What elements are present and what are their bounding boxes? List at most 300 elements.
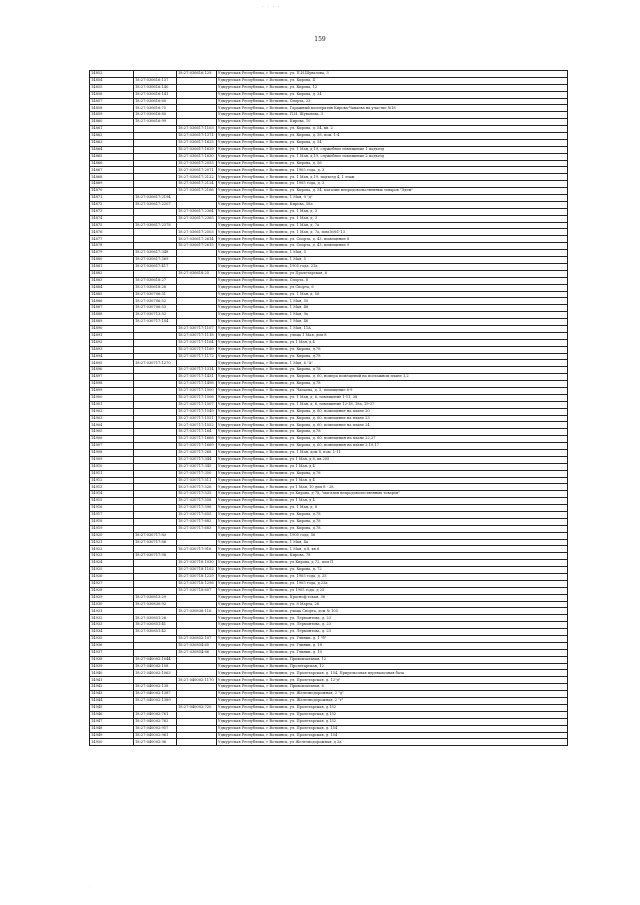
address-cell: Удмуртская Республика, г Воткинск, ул. Чапаева, д. 5, помещение 6-9 [217, 387, 568, 394]
row-number-cell: 14947 [90, 718, 134, 725]
header-mark: · · · · [262, 4, 281, 10]
table-row [90, 387, 568, 394]
address-cell: Удмуртская Республика, г Воткинск, 1 Мая, 4а [217, 539, 568, 546]
land-cadastral-number-cell [134, 560, 177, 567]
row-number-cell: 14915 [90, 498, 134, 505]
table-row [90, 656, 568, 663]
table-row [90, 498, 568, 505]
building-cadastral-number-cell: 18:27:030717:1107 [177, 325, 217, 332]
row-number-cell: 14857 [90, 98, 134, 105]
table-row [90, 201, 568, 208]
land-cadastral-number-cell [134, 153, 177, 160]
address-cell: Удмуртская Республика, г Воткинск, ул. 8 Марта, 26 [217, 601, 568, 608]
table-row [90, 443, 568, 450]
address-cell: Удмуртская Республика, г Воткинск, ул. Пролетарская, д.152 [217, 718, 568, 725]
row-number-cell: 14919 [90, 525, 134, 532]
address-cell: Удмуртская Республика, г Воткинск, ул. Кирова, д. 60, помещение на плане 23 [217, 415, 568, 422]
land-cadastral-number-cell [134, 456, 177, 463]
address-cell: Удмуртская Республика, г Воткинск, Пролетарская, 12 [217, 663, 568, 670]
row-number-cell: 14868 [90, 174, 134, 181]
building-cadastral-number-cell: 18:27:030854:65 [177, 642, 217, 649]
row-number-cell: 14893 [90, 346, 134, 353]
table-row [90, 374, 568, 381]
address-cell: Удмуртская Республика, г Воткинск, ул. Пролетарская, д. 12"д" [217, 677, 568, 684]
address-cell: Удмуртская Республика, г Воткинск, ул 1 Мая, 10 дом 8 - 28 [217, 484, 568, 491]
land-cadastral-number-cell: 18:27:030616:99 [134, 119, 177, 126]
table-row [90, 484, 568, 491]
table-row [90, 560, 568, 567]
address-cell: Удмуртская Республика, г Воткинск, 1 Мая, 5 [217, 257, 568, 264]
building-cadastral-number-cell [177, 711, 217, 718]
building-cadastral-number-cell [177, 105, 217, 112]
address-cell: Удмуртская Республика, г Воткинск, ул Пролетарская, 6 [217, 270, 568, 277]
address-cell: Удмуртская Республика, г Воткинск, ул Кирова, д 72, пом П [217, 560, 568, 567]
land-cadastral-number-cell [134, 332, 177, 339]
building-cadastral-number-cell [177, 594, 217, 601]
land-cadastral-number-cell: 18:27:030616:75 [134, 105, 177, 112]
table-row [90, 525, 568, 532]
row-number-cell: 14938 [90, 656, 134, 663]
address-cell: Удмуртская Республика, г Воткинск, 1 Мая, 50 [217, 298, 568, 305]
land-cadastral-number-cell [134, 636, 177, 643]
address-cell: Удмуртская Республика, г Воткинск, улица Спорта, дом № 105 [217, 608, 568, 615]
table-row [90, 195, 568, 202]
address-cell: Удмуртская Республика, г Воткинск, ул. Кирова, д.78 [217, 367, 568, 374]
table-row [90, 71, 568, 78]
address-cell: Удмуртская Республика, г Воткинск, ул. Глинки, д. 10 [217, 649, 568, 656]
row-number-cell: 14881 [90, 263, 134, 270]
table-row [90, 449, 568, 456]
address-cell: Удмуртская Республика, г Воткинск, 1 Мая, 5 [217, 250, 568, 257]
table-row [90, 477, 568, 484]
building-cadastral-number-cell: 18:27:030717:511 [177, 477, 217, 484]
row-number-cell: 14880 [90, 257, 134, 264]
building-cadastral-number-cell: 18:27:030617:2614 [177, 236, 217, 243]
row-number-cell: 14933 [90, 622, 134, 629]
building-cadastral-number-cell [177, 312, 217, 319]
address-cell: Удмуртская Республика, г Воткинск, ул 1 Мая, д 8, кв 205 [217, 456, 568, 463]
table-row [90, 622, 568, 629]
address-cell: Удмуртская Республика, г Воткинск, ул. Кирова, д.78 [217, 346, 568, 353]
table-row [90, 684, 568, 691]
building-cadastral-number-cell: 18:27:030617:1371 [177, 133, 217, 140]
table-row [90, 642, 568, 649]
land-cadastral-number-cell: 18:27:030617:2194 [134, 195, 177, 202]
address-cell: Удмуртская Республика, г Воткинск, ул. 1 Мая, д.19, служебное помещение 1 подъезд [217, 146, 568, 153]
land-cadastral-number-cell: 18:27:030616:60 [134, 98, 177, 105]
address-cell: Удмуртская Республика, г Воткинск, ул. 1 Мая, д. 3 [217, 215, 568, 222]
building-cadastral-number-cell: 18:27:030617:1625 [177, 139, 217, 146]
address-cell: Удмуртская Республика, г Воткинск, 1 Мая, д.8, кв 6 [217, 546, 568, 553]
building-cadastral-number-cell [177, 298, 217, 305]
address-cell: Удмуртская Республика, г Воткинск, ул. 1 Мая, д. 56 [217, 291, 568, 298]
row-number-cell: 14907 [90, 443, 134, 450]
address-cell: Удмуртская Республика, г Воткинск, ул. Кирова, д. 60, помещения на плане 22,27 [217, 436, 568, 443]
table-row [90, 98, 568, 105]
building-cadastral-number-cell: 18:27:030717:596 [177, 505, 217, 512]
land-cadastral-number-cell [134, 215, 177, 222]
table-row [90, 284, 568, 291]
table-row [90, 250, 568, 257]
building-cadastral-number-cell: 18:27:030717:526 [177, 484, 217, 491]
address-cell: Удмуртская Республика, г Воткинск, ул. Пролетарская, д. 154, Прирельсовая перевалочная база [217, 670, 568, 677]
row-number-cell: 14909 [90, 456, 134, 463]
row-number-cell: 14888 [90, 312, 134, 319]
building-cadastral-number-cell [177, 725, 217, 732]
table-row [90, 270, 568, 277]
table-row [90, 263, 568, 270]
land-cadastral-number-cell [134, 208, 177, 215]
land-cadastral-number-cell [134, 243, 177, 250]
table-row [90, 298, 568, 305]
row-number-cell: 14920 [90, 532, 134, 539]
row-number-cell: 14932 [90, 615, 134, 622]
address-cell: Удмуртская Республика, г Воткинск, П.И. Шувалова, 3 [217, 112, 568, 119]
land-cadastral-number-cell [134, 567, 177, 574]
table-row [90, 718, 568, 725]
table-row [90, 153, 568, 160]
land-cadastral-number-cell [134, 518, 177, 525]
building-cadastral-number-cell [177, 670, 217, 677]
land-cadastral-number-cell [134, 642, 177, 649]
table-row [90, 663, 568, 670]
address-cell: Удмуртская Республика, г Воткинск, Спорта, 8 [217, 277, 568, 284]
land-cadastral-number-cell: 18:27:040002:957 [134, 725, 177, 732]
row-number-cell: 14859 [90, 112, 134, 119]
address-cell: Удмуртская Республика, г Воткинск, ул. Кирова, д. 54 [217, 139, 568, 146]
row-number-cell: 14921 [90, 539, 134, 546]
address-cell: Удмуртская Республика, г Воткинск, ул 1905 года, д 25 [217, 587, 568, 594]
table-row [90, 553, 568, 560]
building-cadastral-number-cell: 18:27:030618:25 [177, 270, 217, 277]
building-cadastral-number-cell [177, 201, 217, 208]
address-cell: Удмуртская Республика, г Воткинск, ул 1 Мая, д 4 [217, 477, 568, 484]
table-row [90, 649, 568, 656]
land-cadastral-number-cell [134, 415, 177, 422]
row-number-cell: 14928 [90, 587, 134, 594]
address-cell: Удмуртская Республика, г Воткинск, ул Спорта, 6 [217, 284, 568, 291]
building-cadastral-number-cell [177, 250, 217, 257]
row-number-cell: 14913 [90, 484, 134, 491]
table-row [90, 188, 568, 195]
address-cell: Удмуртская Республика, г Воткинск, ул. Кирова, д.78 [217, 353, 568, 360]
building-cadastral-number-cell: 18:27:030718:1102 [177, 567, 217, 574]
address-cell: Удмуртская Республика, г Воткинск, ул. Лермонтова, д. 23 [217, 629, 568, 636]
row-number-cell: 14937 [90, 649, 134, 656]
land-cadastral-number-cell [134, 484, 177, 491]
address-cell: Удмуртская Республика, г Воткинск, 1 Мая, 11А [217, 325, 568, 332]
land-cadastral-number-cell: 18:27:030617:348 [134, 250, 177, 257]
land-cadastral-number-cell [134, 470, 177, 477]
land-cadastral-number-cell [134, 580, 177, 587]
land-cadastral-number-cell [134, 408, 177, 415]
table-row [90, 677, 568, 684]
land-cadastral-number-cell: 18:27:030617:417 [134, 263, 177, 270]
table-row [90, 312, 568, 319]
building-cadastral-number-cell [177, 691, 217, 698]
land-cadastral-number-cell: 18:27:040002:761 [134, 711, 177, 718]
building-cadastral-number-cell: 18:27:030617:2124 [177, 181, 217, 188]
table-row [90, 739, 568, 746]
building-cadastral-number-cell: 18:27:030617:2503 [177, 229, 217, 236]
row-number-cell: 14891 [90, 332, 134, 339]
row-number-cell: 14912 [90, 477, 134, 484]
row-number-cell: 14885 [90, 291, 134, 298]
land-cadastral-number-cell: 18:27:040002:1044 [134, 656, 177, 663]
land-cadastral-number-cell [134, 477, 177, 484]
row-number-cell: 14864 [90, 146, 134, 153]
row-number-cell: 14910 [90, 463, 134, 470]
address-cell: Удмуртская Республика, г Воткинск, ул. 1 Мая, д. 6, помещение 1-11, 38 [217, 394, 568, 401]
building-cadastral-number-cell: 18:27:030616:129 [177, 71, 217, 78]
building-cadastral-number-cell: 18:27:030617:2055 [177, 160, 217, 167]
table-row [90, 346, 568, 353]
land-cadastral-number-cell: 18:27:030851:26 [134, 615, 177, 622]
building-cadastral-number-cell: 18:27:030718:1229 [177, 574, 217, 581]
table-row [90, 505, 568, 512]
page-number: 159 [314, 36, 326, 43]
building-cadastral-number-cell: 18:27:030617:2615 [177, 243, 217, 250]
address-cell: Удмуртская Республика, г Воткинск, ул. Кирова, д.78 [217, 512, 568, 519]
land-cadastral-number-cell: 18:27:030717:86 [134, 539, 177, 546]
address-cell: Удмуртская Республика, г Воткинск, 1 Мая, 9 "д" [217, 195, 568, 202]
table-row [90, 319, 568, 326]
row-number-cell: 14870 [90, 188, 134, 195]
row-number-cell: 14934 [90, 629, 134, 636]
row-number-cell: 14873 [90, 208, 134, 215]
row-number-cell: 14869 [90, 181, 134, 188]
address-cell: Удмуртская Республика, г Воткинск, улица 1 Мая, дом 8 [217, 332, 568, 339]
row-number-cell: 14886 [90, 298, 134, 305]
address-cell: Удмуртская Республика, г Воткинск, ул. 1 Мая, д. 8 [217, 505, 568, 512]
address-cell: Удмуртская Республика, г Воткинск, ул. Кирова, д. 60, помещения на плане 2,10,17 [217, 443, 568, 450]
address-cell: Удмуртская Республика, г Воткинск, ул. Спорта, д. 43, помещение 8 [217, 236, 568, 243]
land-cadastral-number-cell: 18:27:040002:138 [134, 684, 177, 691]
table-row [90, 305, 568, 312]
address-cell: Удмуртская Республика, г Воткинск, 1905 года, 21а [217, 263, 568, 270]
table-row [90, 429, 568, 436]
building-cadastral-number-cell: 18:27:030852:107 [177, 636, 217, 643]
address-cell: Удмуртская Республика, г Воткинск, ул. Кирова, д. 72 [217, 567, 568, 574]
building-cadastral-number-cell: 18:27:030717:1172 [177, 353, 217, 360]
building-cadastral-number-cell [177, 718, 217, 725]
building-cadastral-number-cell: 18:27:040002:720 [177, 704, 217, 711]
address-cell: Удмуртская Республика, г Воткинск, ул. Кирова, д. 24 [217, 91, 568, 98]
building-cadastral-number-cell: 18:27:030617:2365 [177, 215, 217, 222]
land-cadastral-number-cell: 18:27:030706:51 [134, 291, 177, 298]
land-cadastral-number-cell [134, 181, 177, 188]
table-row [90, 215, 568, 222]
land-cadastral-number-cell [134, 587, 177, 594]
land-cadastral-number-cell [134, 325, 177, 332]
table-row [90, 181, 568, 188]
land-cadastral-number-cell [134, 422, 177, 429]
address-cell: Удмуртская Республика, г Воткинск, ул. Кирова, 4 [217, 77, 568, 84]
land-cadastral-number-cell [134, 71, 177, 78]
land-cadastral-number-cell [134, 401, 177, 408]
building-cadastral-number-cell: 18:27:030718:1296 [177, 580, 217, 587]
table-body [90, 71, 568, 746]
row-number-cell: 14914 [90, 491, 134, 498]
land-cadastral-number-cell: 18:27:030616:137 [134, 77, 177, 84]
land-cadastral-number-cell: 18:27:040002:1063 [134, 670, 177, 677]
address-cell: Удмуртская Республика, г Воткинск, ул. Пролетарская, д. 154 [217, 725, 568, 732]
table-row [90, 222, 568, 229]
building-cadastral-number-cell [177, 553, 217, 560]
land-cadastral-number-cell: 18:27:030713:52 [134, 312, 177, 319]
table-row [90, 608, 568, 615]
address-cell: Удмуртская Республика, г Воткинск, 1 Мая, 6 "А" [217, 360, 568, 367]
row-number-cell: 14950 [90, 739, 134, 746]
building-cadastral-number-cell: 18:27:030717:683 [177, 525, 217, 532]
building-cadastral-number-cell [177, 91, 217, 98]
row-number-cell: 14867 [90, 167, 134, 174]
land-cadastral-number-cell [134, 353, 177, 360]
row-number-cell: 14878 [90, 243, 134, 250]
land-cadastral-number-cell: 18:27:030617:2378 [134, 222, 177, 229]
address-cell: Удмуртская Республика, г Воткинск, ул. Лермонтова, д. 23 [217, 615, 568, 622]
row-number-cell: 14908 [90, 449, 134, 456]
row-number-cell: 14939 [90, 663, 134, 670]
address-cell: Удмуртская Республика, г Воткинск, Привокзальная, 6 [217, 684, 568, 691]
table-row [90, 401, 568, 408]
table-row [90, 408, 568, 415]
row-number-cell: 14902 [90, 408, 134, 415]
building-cadastral-number-cell [177, 622, 217, 629]
table-row [90, 105, 568, 112]
building-cadastral-number-cell: 18:27:030617:2364 [177, 208, 217, 215]
building-cadastral-number-cell [177, 263, 217, 270]
row-number-cell: 14931 [90, 608, 134, 615]
land-cadastral-number-cell [134, 174, 177, 181]
table-row [90, 670, 568, 677]
building-cadastral-number-cell [177, 284, 217, 291]
building-cadastral-number-cell: 18:27:030617:2071 [177, 167, 217, 174]
building-cadastral-number-cell [177, 98, 217, 105]
building-cadastral-number-cell [177, 291, 217, 298]
address-cell: Удмуртская Республика, г Воткинск, ул. Спорта, д. 43, помещение 9 [217, 243, 568, 250]
building-cadastral-number-cell: 18:27:030717:655 [177, 512, 217, 519]
table-row [90, 518, 568, 525]
land-cadastral-number-cell: 18:27:040002:762 [134, 718, 177, 725]
land-cadastral-number-cell [134, 491, 177, 498]
table-row [90, 567, 568, 574]
building-cadastral-number-cell [177, 319, 217, 326]
land-cadastral-number-cell: 18:27:030851:42 [134, 629, 177, 636]
row-number-cell: 14942 [90, 684, 134, 691]
row-number-cell: 14871 [90, 195, 134, 202]
address-cell: Удмуртская Республика, г Воткинск, ул. Лермонтова, д. 23 [217, 622, 568, 629]
land-cadastral-number-cell [134, 188, 177, 195]
building-cadastral-number-cell [177, 195, 217, 202]
building-cadastral-number-cell: 18:27:030717:1431 [177, 374, 217, 381]
address-cell: Удмуртская Республика, г Воткинск, Привокзальная, 12 [217, 656, 568, 663]
row-number-cell: 14899 [90, 387, 134, 394]
row-number-cell: 14946 [90, 711, 134, 718]
table-row [90, 456, 568, 463]
table-row [90, 325, 568, 332]
table-row [90, 725, 568, 732]
building-cadastral-number-cell: 18:27:030717:1314 [177, 367, 217, 374]
land-cadastral-number-cell [134, 339, 177, 346]
property-register-table [89, 70, 568, 746]
address-cell: Удмуртская Республика, г Воткинск, ул. 1 Мая, д. 7а, пом.№№1-13 [217, 229, 568, 236]
building-cadastral-number-cell: 18:27:030854:66 [177, 649, 217, 656]
row-number-cell: 14890 [90, 325, 134, 332]
address-cell: Удмуртская Республика, г Воткинск, ул.1 Мая, д.4 [217, 339, 568, 346]
address-cell: Удмуртская Республика, г Воткинск, ул Железнодорожная, д 2а [217, 739, 568, 746]
address-cell: Удмуртская Республика, г Воткинск, ул. Кирова, д.78 [217, 525, 568, 532]
address-cell: Удмуртская Республика, г Воткинск, ул. 1905 года, д. 3 [217, 181, 568, 188]
row-number-cell: 14862 [90, 133, 134, 140]
building-cadastral-number-cell: 18:27:030617:1103 [177, 126, 217, 133]
building-cadastral-number-cell: 18:27:030717:268 [177, 449, 217, 456]
row-number-cell: 14948 [90, 725, 134, 732]
row-number-cell: 14904 [90, 422, 134, 429]
row-number-cell: 14926 [90, 574, 134, 581]
building-cadastral-number-cell: 18:27:030717:1552 [177, 422, 217, 429]
address-cell: Удмуртская Республика, г Воткинск, Спорта, 23 [217, 98, 568, 105]
building-cadastral-number-cell: 18:27:030717:164 [177, 429, 217, 436]
building-cadastral-number-cell: 18:27:030717:344 [177, 456, 217, 463]
building-cadastral-number-cell [177, 77, 217, 84]
address-cell: Удмуртская Республика, г Воткинск, Кирова, 58а [217, 201, 568, 208]
table-row [90, 574, 568, 581]
row-number-cell: 14894 [90, 353, 134, 360]
building-cadastral-number-cell [177, 257, 217, 264]
table-row [90, 119, 568, 126]
land-cadastral-number-cell [134, 229, 177, 236]
table-row [90, 594, 568, 601]
table-row [90, 112, 568, 119]
table-row [90, 698, 568, 705]
address-cell: Удмуртская Республика, г Воткинск, ул. Кирова, 12 [217, 84, 568, 91]
row-number-cell: 14875 [90, 222, 134, 229]
address-cell: Удмуртская Республика, г Воткинск, ул. 1 Мая, дом 8, пом. 1-11 [217, 449, 568, 456]
table-row [90, 126, 568, 133]
table-row [90, 691, 568, 698]
building-cadastral-number-cell [177, 629, 217, 636]
building-cadastral-number-cell: 18:27:030717:1164 [177, 339, 217, 346]
building-cadastral-number-cell: 18:27:030717:350 [177, 470, 217, 477]
table-row [90, 353, 568, 360]
building-cadastral-number-cell [177, 112, 217, 119]
building-cadastral-number-cell: 18:27:030838:116 [177, 608, 217, 615]
building-cadastral-number-cell [177, 601, 217, 608]
land-cadastral-number-cell: 18:27:040002:961 [134, 732, 177, 739]
building-cadastral-number-cell: 18:27:030717:1498 [177, 381, 217, 388]
land-cadastral-number-cell: 18:27:030616:80 [134, 112, 177, 119]
row-number-cell: 14866 [90, 160, 134, 167]
land-cadastral-number-cell [134, 387, 177, 394]
land-cadastral-number-cell: 18:27:030851:41 [134, 622, 177, 629]
building-cadastral-number-cell: 18:27:030717:682 [177, 518, 217, 525]
land-cadastral-number-cell [134, 512, 177, 519]
row-number-cell: 14901 [90, 401, 134, 408]
address-cell: Удмуртская Республика, г Воткинск, ул. Пролетарская, д.152 [217, 704, 568, 711]
land-cadastral-number-cell [134, 498, 177, 505]
address-cell: Удмуртская Республика, г Воткинск, ул. Железнодорожная, 2 "д" [217, 691, 568, 698]
address-cell: Удмуртская Республика, г Воткинск, ул 1 Мая, д 4 [217, 463, 568, 470]
row-number-cell: 14940 [90, 670, 134, 677]
row-number-cell: 14923 [90, 553, 134, 560]
row-number-cell: 14917 [90, 512, 134, 519]
address-cell: Удмуртская Республика, г Воткинск, ул. Кирова, д. 60, помещение на плане 24 [217, 422, 568, 429]
land-cadastral-number-cell: 18:27:030717:83 [134, 532, 177, 539]
land-cadastral-number-cell [134, 160, 177, 167]
address-cell: Удмуртская Республика, г Воткинск, ул. Глинки, д. 1 "б" [217, 636, 568, 643]
row-number-cell: 14877 [90, 236, 134, 243]
